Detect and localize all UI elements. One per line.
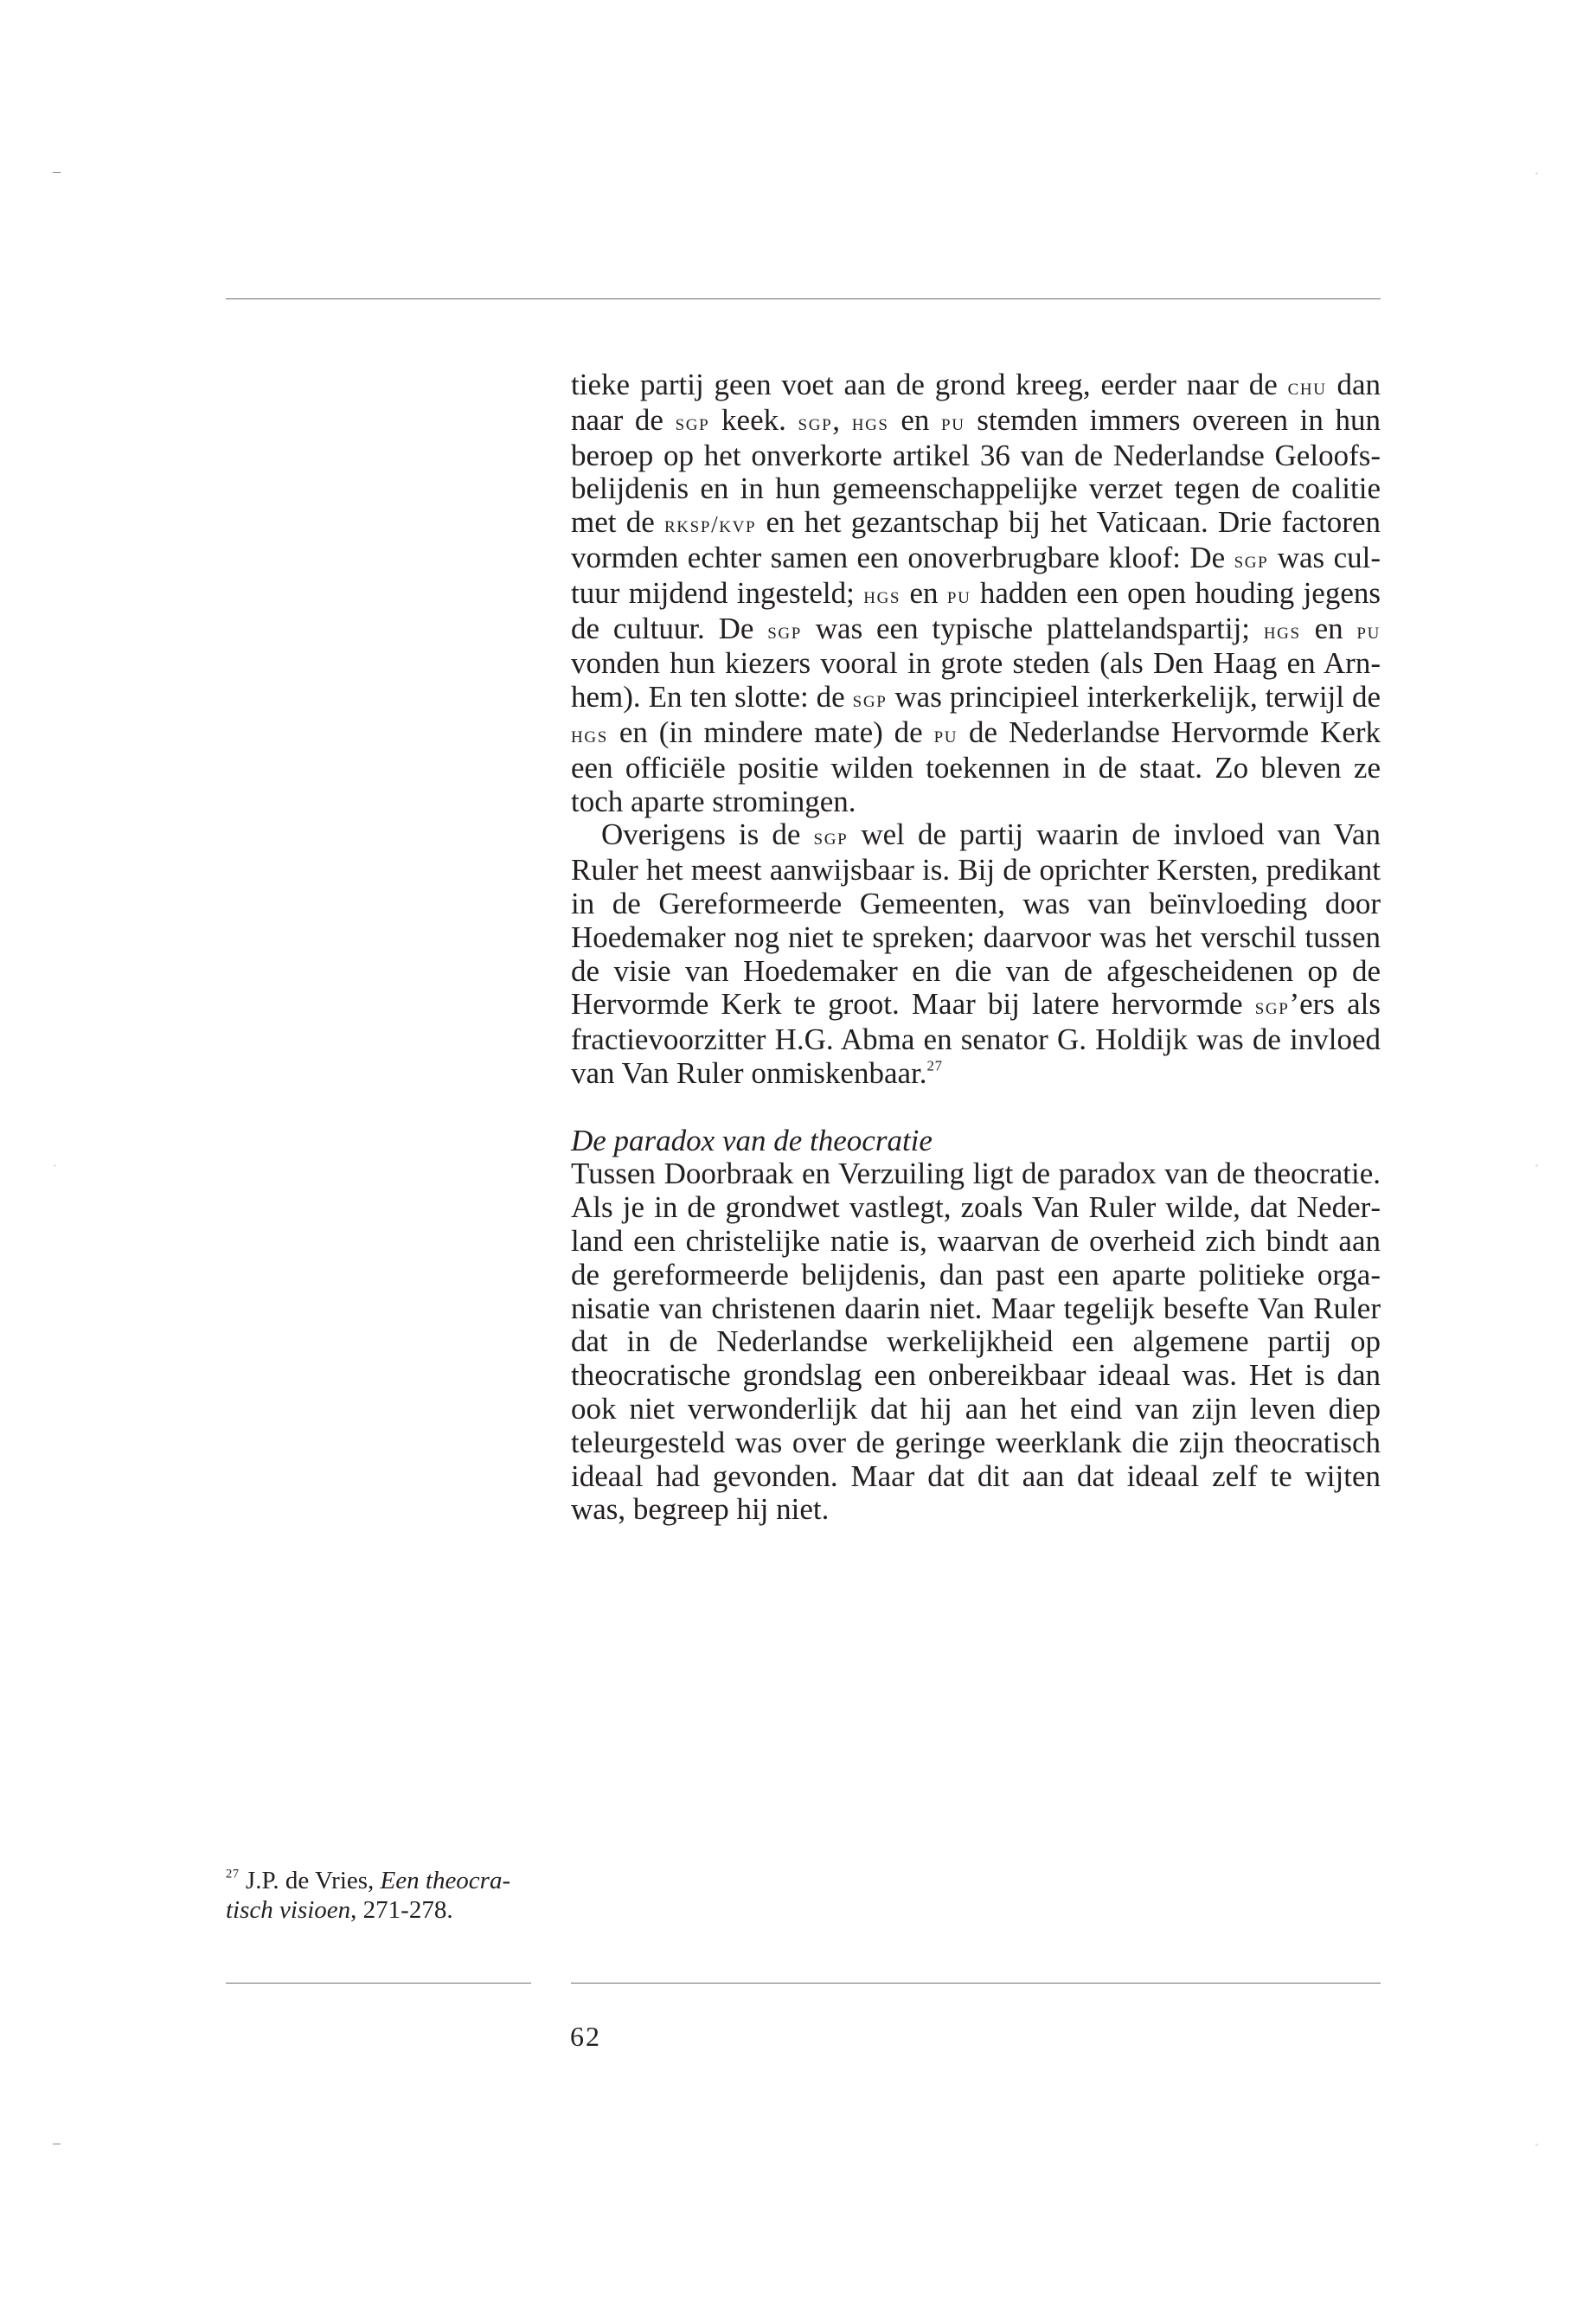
- header-rule: [226, 298, 1381, 299]
- small-caps-abbreviation: sgp: [813, 824, 849, 850]
- footnote: [226, 1866, 537, 1925]
- body-text: [571, 369, 1381, 1527]
- paragraph: Tussen Doorbraak en Verzuiling ligt de paradox van de theocratie. Als je in de grondwet vastlegt, zoals Van Ruler wilde, dat Nederland een christelijke natie is, waarvan de overheid zich bindt aan de gereformeerde belijdenis, dan past een aparte politieke organisatie van christenen daarin niet. Maar tegelijk besefte Van Ruler dat in de Nederlandse werkelijkheid een algemene partij op theocratische grondslag een onbereikbaar ideaal was. Het is dan ook niet verwonderlijk dat hij aan het eind van zijn leven diep teleurgesteld was over de geringe weerklank die zijn theocratisch ideaal had gevonden. Maar dat dit aan dat ideaal zelf te wijten was, begreep hij niet.: [571, 1157, 1381, 1527]
- footnote-title: Een theocratisch visioen: [226, 1867, 511, 1924]
- footnote-number: 27: [226, 1867, 240, 1881]
- small-caps-abbreviation: pu: [946, 581, 971, 608]
- small-caps-abbreviation: pu: [941, 408, 965, 435]
- small-caps-abbreviation: hgs: [851, 408, 889, 435]
- small-caps-abbreviation: chu: [1287, 374, 1327, 400]
- registration-mark: [1535, 1164, 1538, 1167]
- small-caps-abbreviation: pu: [1356, 617, 1381, 644]
- paragraph: Overigens is de sgp wel de partij waarin de invloed van Van Ruler het meest aanwijsbaar is. Bij de oprichter Kersten, predikant in de Gereformeerde Gemeenten, was van beïnvloeding door Hoedemaker nog niet te spreken; daarvoor was het verschil tussen de visie van Hoedemaker en die van de afgescheidenen op de Hervormde Kerk te groot. Maar bij latere hervormde sgp’ers als fractievoorzitter H.G. Abma en senator G. Holdijk was de invloed van Van Ruler onmiskenbaar.$^{27}$: [571, 817, 1381, 1090]
- small-caps-abbreviation: hgs: [571, 721, 608, 747]
- footnote-pages: , 271-278.: [350, 1896, 453, 1924]
- footer-rule: [571, 1983, 1381, 1984]
- small-caps-abbreviation: sgp: [1234, 546, 1269, 573]
- small-caps-abbreviation: sgp: [675, 408, 710, 435]
- crop-mark-top: [53, 172, 61, 173]
- small-caps-abbreviation: sgp: [1254, 993, 1290, 1020]
- small-caps-abbreviation: sgp: [767, 617, 802, 644]
- registration-mark: [1535, 172, 1538, 175]
- small-caps-abbreviation: hgs: [1263, 617, 1301, 644]
- page-number: 62: [570, 2021, 601, 2052]
- footnote-reference[interactable]: 27: [926, 1057, 943, 1074]
- paragraph: tieke partij geen voet aan de grond kreeg, eerder naar de chu dan naar de sgp keek. sgp, hgs en pu stemden immers overeen in hun beroep op het onverkorte artikel 36 van de Nederlandse Geloofsbelijdenis en in hun gemeenschappelijke verzet tegen de coalitie met de rksp/kvp en het gezantschap bij het Vaticaan. Drie factoren vormden echter samen een onoverbrugbare kloof: De sgp was cultuur mijdend ingesteld; hgs en pu hadden een open houding jegens de cultuur. De sgp was een typische plattelandspartij; hgs en pu vonden hun kiezers vooral in grote steden (als Den Haag en Arnhem). En ten slotte: de sgp was principieel interkerkelijk, terwijl de hgs en (in mindere mate) de pu de Nederlandse Hervormde Kerk een officiële positie wilden toekennen in de staat. Zo bleven ze toch aparte stromingen.: [571, 368, 1381, 818]
- small-caps-abbreviation: sgp: [798, 408, 833, 435]
- section-heading: De paradox van de theocratie: [571, 1123, 933, 1157]
- footnote-rule: [226, 1983, 531, 1984]
- registration-mark: [54, 1164, 56, 1167]
- small-caps-abbreviation: sgp: [852, 686, 888, 713]
- small-caps-abbreviation: pu: [933, 721, 958, 747]
- registration-mark: [1535, 2144, 1538, 2146]
- footnote-author: J.P. de Vries,: [239, 1867, 381, 1894]
- small-caps-abbreviation: hgs: [863, 581, 901, 608]
- small-caps-abbreviation: rksp/kvp: [663, 511, 757, 538]
